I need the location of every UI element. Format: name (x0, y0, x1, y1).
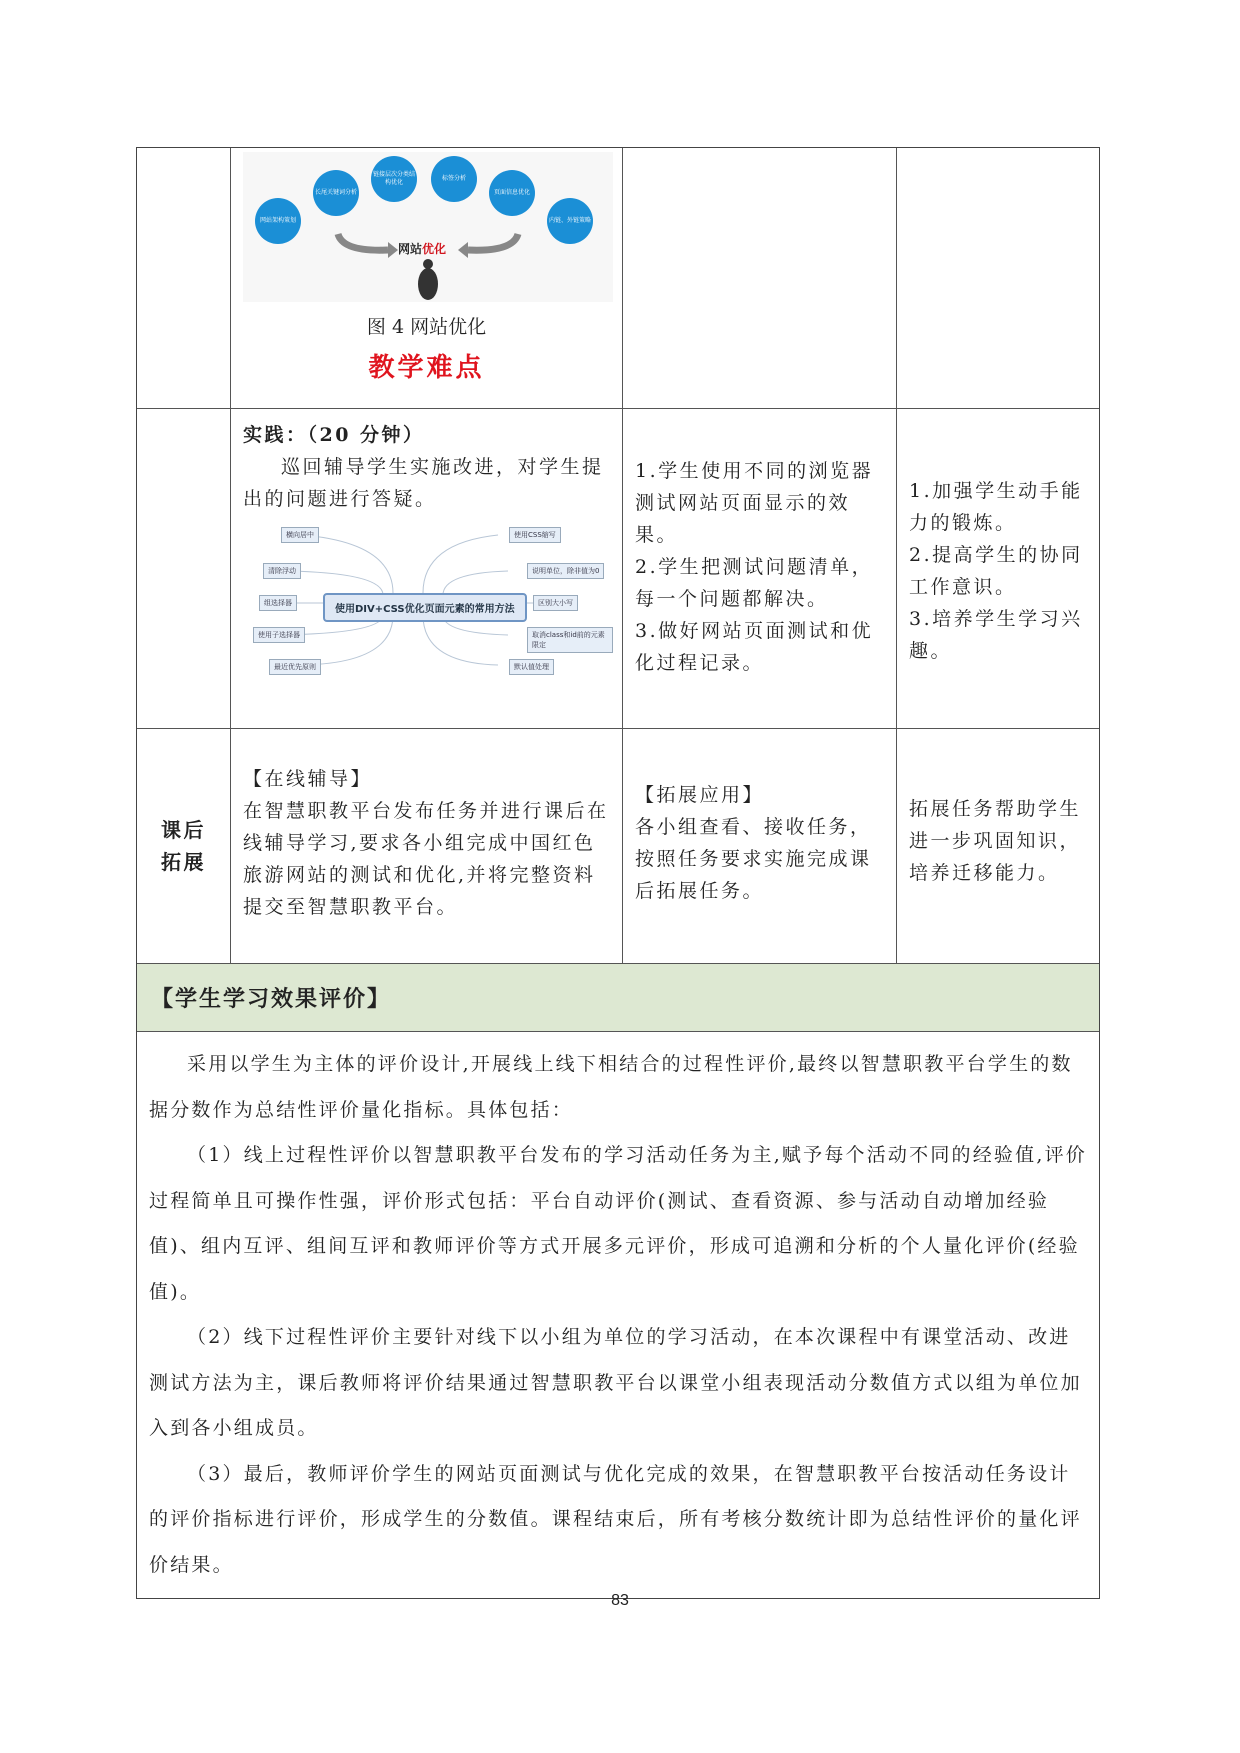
figure-circle: 标签分析 (431, 156, 477, 202)
page-number: 83 (611, 1592, 629, 1609)
figure-circle: 页面信息优化 (489, 170, 535, 216)
figure-caption: 图 4 网站优化 (366, 316, 487, 338)
stage-label: 课后 拓展 (161, 818, 206, 874)
mindmap-center: 使用DIV+CSS优化页面元素的常用方法 (323, 593, 527, 622)
figure-circle: 网站架构策划 (255, 198, 301, 244)
practice-heading: 实践：（20 分钟） (243, 424, 425, 446)
design-intent: 1.加强学生动手能力的锻炼。 2.提高学生的协同工作意识。 3.培养学生学习兴趣。 (909, 480, 1083, 662)
figure-circle: 链接层次分类结构优化 (371, 156, 417, 202)
figure-center-label: 网站优化 (398, 242, 447, 256)
mindmap-node: 默认值处理 (509, 659, 554, 675)
mindmap-node: 使用CSS缩写 (509, 527, 561, 543)
evaluation-paragraph: （2）线下过程性评价主要针对线下以小组为单位的学习活动，在本次课程中有课堂活动、改进测试方法为主，课后教师将评价结果通过智慧职教平台以课堂小组表现活动分数值方式以组为单位加入到各小组成员。 (149, 1326, 1082, 1439)
lesson-table (136, 147, 1100, 1599)
mindmap-node: 横向居中 (281, 527, 319, 543)
figure-row (137, 148, 1099, 409)
teacher-title: 【在线辅导】 (243, 768, 373, 790)
evaluation-heading: 【学生学习效果评价】 (137, 964, 1099, 1032)
mindmap-node: 最近优先原则 (269, 659, 321, 675)
practice-row (137, 409, 1099, 729)
teacher-text: 在智慧职教平台发布任务并进行课后在线辅导学习,要求各小组完成中国红色旅游网站的测试和优化,并将完整资料提交至智慧职教平台。 (243, 800, 609, 918)
mindmap-node: 说明单位，除非值为0 (527, 563, 604, 579)
after-class-row (137, 729, 1099, 964)
figure-circle: 长尾关键词分析 (313, 170, 359, 216)
mindmap-node: 清除浮动 (263, 563, 301, 579)
mindmap-node: 取消class和id前的元素限定 (527, 627, 613, 653)
mindmap-node: 使用子选择器 (253, 627, 305, 643)
evaluation-body (137, 1032, 1099, 1598)
student-text: 各小组查看、接收任务，按照任务要求实施完成课后拓展任务。 (635, 816, 872, 902)
difficulty-title: 教学难点 (368, 353, 485, 383)
mindmap-node: 区别大小写 (533, 595, 578, 611)
practice-text: 巡回辅导学生实施改进，对学生提出的问题进行答疑。 (243, 456, 604, 510)
mindmap-node: 组选择器 (259, 595, 297, 611)
student-title: 【拓展应用】 (635, 784, 765, 806)
evaluation-paragraph: （3）最后，教师评价学生的网站页面测试与优化完成的效果，在智慧职教平台按活动任务设计的评价指标进行评价，形成学生的分数值。课程结束后，所有考核分数统计即为总结性评价的量化评价结果。 (149, 1462, 1082, 1576)
website-optimization-figure (243, 152, 613, 302)
evaluation-paragraph: （1）线上过程性评价以智慧职教平台发布的学习活动任务为主,赋予每个活动不同的经验值,评价过程简单且可操作性强，评价形式包括：平台自动评价(测试、查看资源、参与活动自动增加经验值)、组内互评、组间互评和教师评价等方式开展多元评价，形成可追溯和分析的个人量化评价(经验值)。 (149, 1144, 1087, 1303)
student-activity: 1.学生使用不同的浏览器测试网站页面显示的效果。 2.学生把测试问题清单，每一个问题都解决。 3.做好网站页面测试和优化过程记录。 (635, 460, 874, 674)
arrows-figure-icon (243, 152, 613, 302)
after-class-intent: 拓展任务帮助学生进一步巩固知识，培养迁移能力。 (909, 798, 1082, 884)
css-mindmap (243, 523, 613, 683)
figure-circle: 内链、外链策略 (547, 198, 593, 244)
evaluation-paragraph: 采用以学生为主体的评价设计,开展线上线下相结合的过程性评价,最终以智慧职教平台学生的数据分数作为总结性评价量化指标。具体包括： (149, 1053, 1073, 1121)
